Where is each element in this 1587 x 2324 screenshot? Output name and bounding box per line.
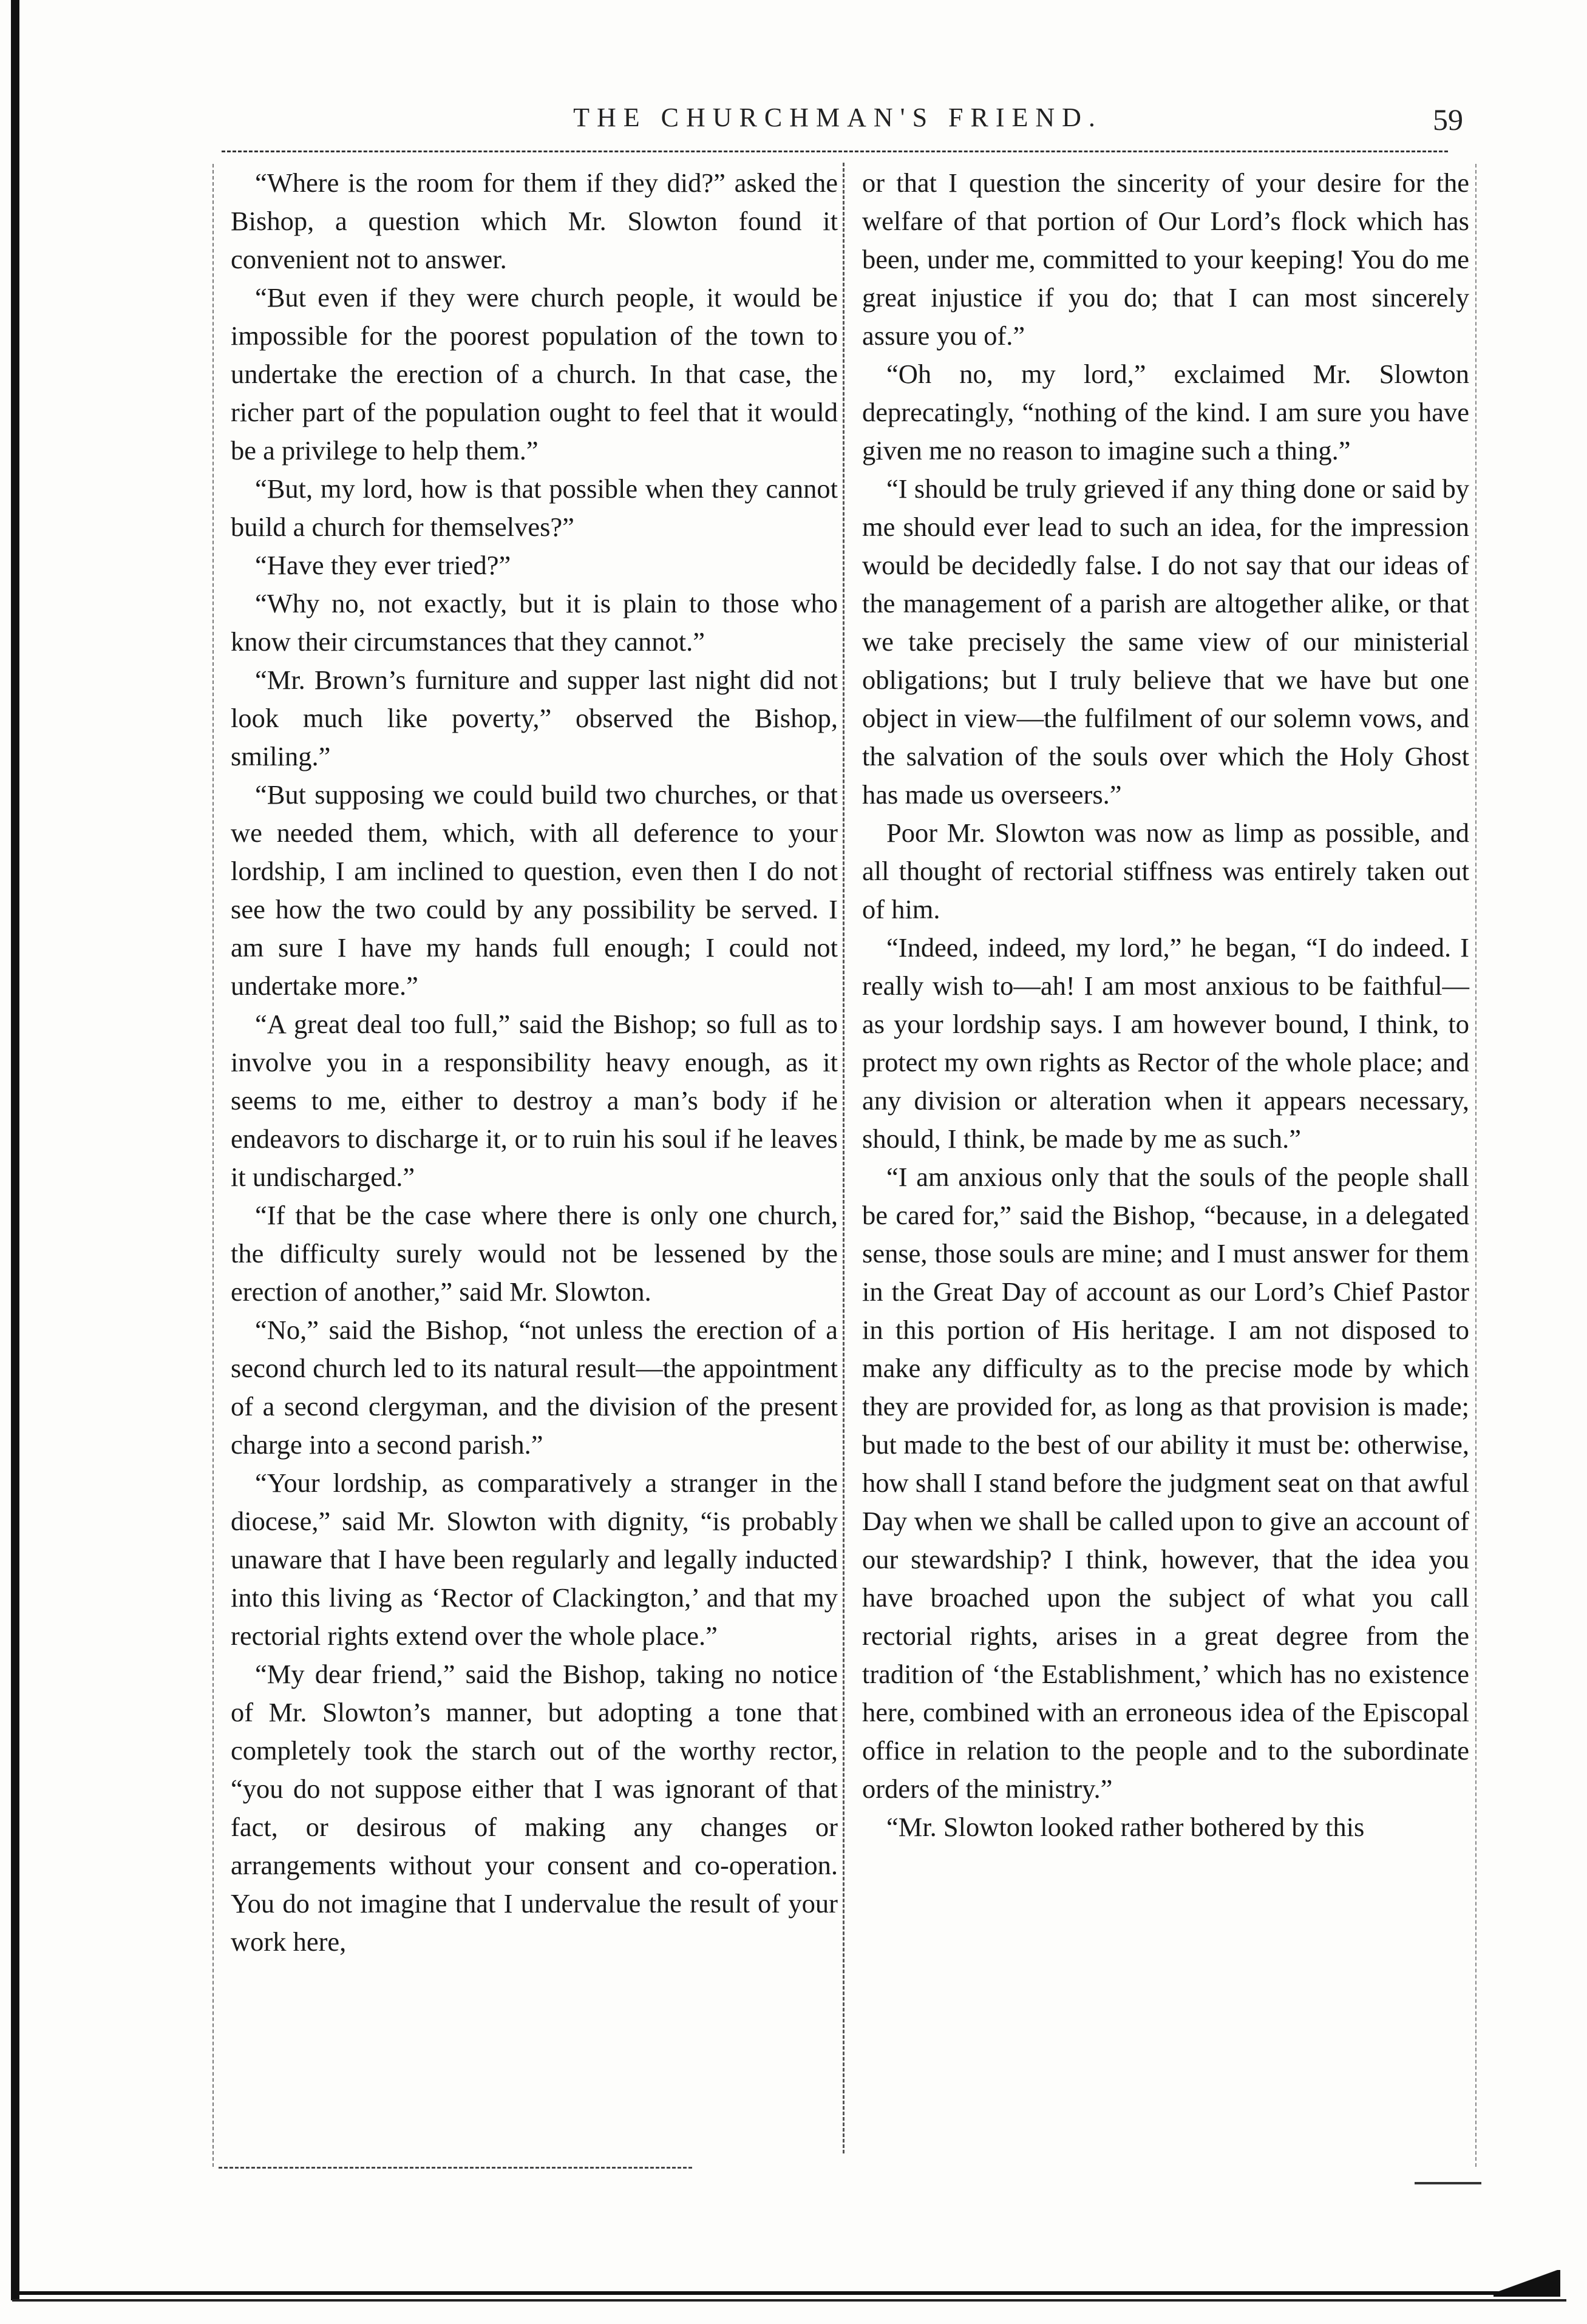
right-column xyxy=(862,164,1469,1846)
paragraph: “Why no, not exactly, but it is plain to those who know their circumstances that they cannot.” xyxy=(231,588,838,657)
bottom-edge-shadow xyxy=(11,2291,1553,2295)
paragraph: “Your lordship, as comparatively a stranger in the diocese,” said Mr. Slowton with dignity, “is probably unaware that I have been regularly and legally inducted into this living as ‘Rector of Clackington,’ and that my rectorial rights extend over the whole place.” xyxy=(231,1468,838,1651)
paragraph: “Mr. Slowton looked rather bothered by this xyxy=(886,1812,1365,1842)
left-margin-rule xyxy=(212,164,214,2167)
paragraph: “A great deal too full,” said the Bishop; so full as to involve you in a responsibility heavy enough, as it seems to me, either to destroy a man’s body if he endeavors to discharge it, or to ruin his soul if he leaves it undischarged.” xyxy=(231,1009,838,1192)
bottom-edge-line xyxy=(12,2299,1566,2302)
paragraph: “I should be truly grieved if any thing done or said by me should ever lead to such an idea, for the impression would be decidedly false. I do not say that our ideas of the management of a parish are altogether alike, or that we take precisely the same view of our ministerial obligations; but I truly believe that we have but one object in view—the fulfilment of our solemn vows, and the salvation of the souls over which the Holy Ghost has made us overseers.” xyxy=(862,473,1469,810)
paragraph: “But supposing we could build two churches, or that we needed them, which, with all deference to your lordship, I am inclined to question, even then I do not see how the two could by any possibility be served. I am sure I have my hands full enough; I could not undertake more.” xyxy=(231,779,838,1001)
header-rule xyxy=(222,151,1448,154)
page-number: 59 xyxy=(1433,103,1463,137)
running-head xyxy=(219,102,1463,144)
left-column xyxy=(231,164,838,1961)
paragraph: “My dear friend,” said the Bishop, taking no notice of Mr. Slowton’s manner, but adopting a tone that completely took the starch out of the worthy rector, “you do not suppose either that I was ignorant of that fact, or desirous of making any changes or arrangements without your consent and co-operation. You do not imagine that I undervalue the result of your work here, xyxy=(231,1659,838,1957)
paragraph: or that I question the sincerity of your desire for the welfare of that portion of Our Lord’s flock which has been, under me, committed to your keeping! You do me great injustice if you do; that I can most sincerely assure you of.” xyxy=(862,168,1469,351)
paragraph: “If that be the case where there is only one church, the difficulty surely would not be lessened by the erection of another,” said Mr. Slowton. xyxy=(231,1200,838,1307)
catchword-rule xyxy=(1415,2182,1481,2184)
right-margin-rule xyxy=(1475,164,1477,2167)
footer-rule xyxy=(219,2167,692,2169)
paragraph: “Where is the room for them if they did?” asked the Bishop, a question which Mr. Slowton found it convenient not to answer. xyxy=(231,168,838,274)
column-divider xyxy=(843,163,844,2153)
paragraph: “Mr. Brown’s furniture and supper last night did not look much like poverty,” observed the Bishop, smiling.” xyxy=(231,665,838,771)
paragraph: “Oh no, my lord,” exclaimed Mr. Slowton deprecatingly, “nothing of the kind. I am sure you have given me no reason to imagine such a thing.” xyxy=(862,359,1469,466)
paragraph: “But even if they were church people, it would be impossible for the poorest population of the town to undertake the erection of a church. In that case, the richer part of the population ought to feel that it would be a privilege to help them.” xyxy=(231,282,838,466)
paragraph: “Indeed, indeed, my lord,” he began, “I do indeed. I really wish to—ah! I am most anxious to be faithful—as your lordship says. I am however bound, I think, to protect my own rights as Rector of the whole place; and any division or alteration when it appears necessary, should, I think, be made by me as such.” xyxy=(862,932,1469,1154)
paragraph: “No,” said the Bishop, “not unless the erection of a second church led to its natural result—the appointment of a second clergyman, and the division of the present charge into a second parish.” xyxy=(231,1315,838,1460)
binding-edge xyxy=(11,0,19,2300)
paragraph: “But, my lord, how is that possible when they cannot build a church for themselves?” xyxy=(231,473,838,542)
paragraph: Poor Mr. Slowton was now as limp as possible, and all thought of rectorial stiffness was entirely taken out of him. xyxy=(862,818,1469,924)
running-title: THE CHURCHMAN'S FRIEND. xyxy=(573,103,1103,132)
page-corner-fold xyxy=(1494,2270,1560,2297)
paragraph: “Have they ever tried?” xyxy=(255,550,511,580)
paragraph: “I am anxious only that the souls of the people shall be cared for,” said the Bishop, “because, in a delegated sense, those souls are mine; and I must answer for them in the Great Day of account as our Lord’s Chief Pastor in this portion of His heritage. I am not disposed to make any difficulty as to the precise mode by which they are provided for, as long as that provision is made; but made to the best of our ability it must be: otherwise, how shall I stand before the judgment seat on that awful Day when we shall be called upon to give an account of our stewardship? I think, however, that the idea you have broached upon the subject of what you call rectorial rights, arises in a great degree from the tradition of ‘the Establishment,’ which has no existence here, combined with an erroneous idea of the Episcopal office in relation to the people and to the subordinate orders of the ministry.” xyxy=(862,1162,1469,1804)
